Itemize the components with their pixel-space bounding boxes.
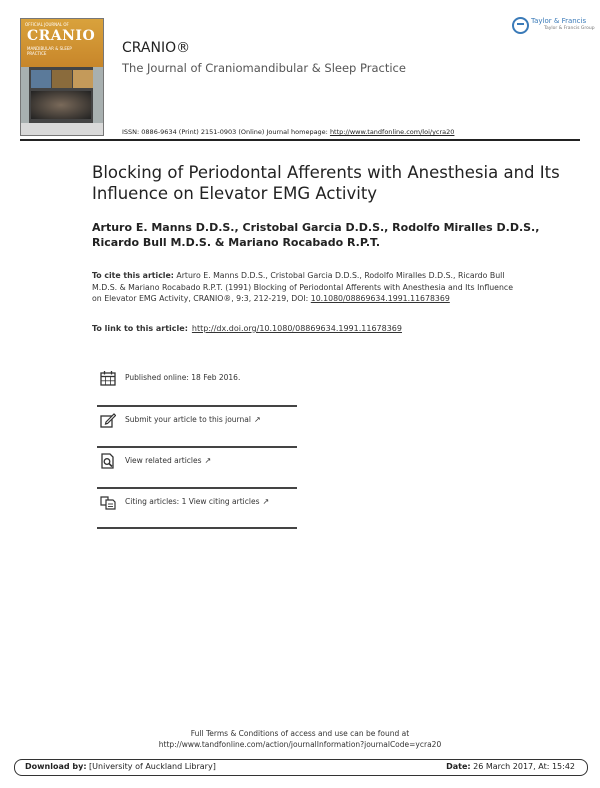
journal-name: CRANIO®	[122, 40, 191, 56]
published-online-text: Published online: 18 Feb 2016.	[125, 373, 241, 382]
info-divider	[97, 487, 297, 489]
downloaded-by-value: [University of Auckland Library]	[86, 762, 216, 771]
journal-homepage-link[interactable]: http://www.tandfonline.com/loi/ycra20	[329, 128, 455, 136]
publisher-logo-icon	[512, 17, 529, 34]
citing-articles-label: Citing articles: 1 View citing articles	[125, 497, 260, 506]
publisher-name: Taylor & Francis	[531, 17, 587, 25]
article-link-label: To link to this article:	[92, 324, 188, 333]
citation-block	[92, 270, 522, 305]
search-document-icon	[100, 453, 116, 469]
journal-subtitle: The Journal of Craniomandibular & Sleep Practice	[122, 61, 406, 75]
download-date-label: Date:	[446, 762, 471, 771]
downloaded-by-label: Download by:	[25, 762, 87, 771]
download-date-value: 26 March 2017, At: 15:42	[470, 762, 575, 771]
citing-articles-link[interactable]	[125, 497, 269, 506]
publisher-tagline: Taylor & Francis Group	[544, 26, 595, 31]
related-articles-link[interactable]	[125, 456, 211, 465]
citation-text: Arturo E. Manns D.D.S., Cristobal Garcia D.D.S., Rodolfo Miralles D.D.S., Ricardo Bull M.D.S. & Mariano Rocabado R.P.T. (1991) Blocking of Periodontal Afferents with Anesthesia and Its Influence on Elevator EMG Activity, CRANIO®, 9:3, 212-219, DOI:	[92, 271, 513, 303]
terms-notice	[0, 728, 600, 750]
cover-subtitle	[27, 46, 72, 56]
issn-text: ISSN: 0886-9634 (Print) 2151-0903 (Online) Journal homepage:	[122, 128, 330, 136]
publisher-logo[interactable]	[512, 16, 595, 38]
citation-doi-link[interactable]: 10.1080/08869634.1991.11678369	[310, 294, 450, 303]
cover-top-text: OFFICIAL JOURNAL OF	[25, 22, 69, 27]
info-divider	[97, 405, 297, 407]
cover-subtitle-line2: PRACTICE	[27, 51, 47, 56]
terms-url[interactable]: http://www.tandfonline.com/action/journalInformation?journalCode=ycra20	[158, 740, 442, 749]
terms-line1: Full Terms & Conditions of access and use can be found at	[190, 729, 410, 738]
downloaded-by	[25, 762, 216, 771]
article-authors: Arturo E. Manns D.D.S., Cristobal Garcia D.D.S., Rodolfo Miralles D.D.S., Ricardo Bull M.D.S. & Mariano Rocabado R.P.T.	[92, 221, 540, 249]
cover-photo-tile	[31, 70, 51, 88]
issn-line	[122, 128, 454, 136]
info-divider	[97, 527, 297, 529]
external-link-icon: ↗	[204, 456, 212, 465]
cover-photo-tile	[73, 70, 93, 88]
info-divider	[97, 446, 297, 448]
related-articles-label: View related articles	[125, 456, 202, 465]
article-link-line	[92, 324, 402, 333]
download-info-bar	[14, 759, 588, 776]
calendar-icon	[100, 370, 116, 386]
external-link-icon: ↗	[262, 497, 270, 506]
journal-cover-image	[20, 18, 104, 136]
citing-articles-row[interactable]	[97, 490, 297, 530]
article-title: Blocking of Periodontal Afferents with Anesthesia and Its Influence on Elevator EMG Activity	[92, 163, 560, 203]
cover-photo-tile	[31, 91, 91, 119]
edit-icon	[100, 412, 116, 428]
cover-title: CRANIO	[27, 28, 96, 44]
download-date	[446, 762, 575, 771]
header-divider	[20, 139, 580, 141]
cover-photo-tile	[52, 70, 72, 88]
cover-photo-area	[29, 67, 93, 123]
cover-footer	[21, 123, 103, 135]
submit-article-row[interactable]	[97, 408, 297, 448]
citation-label: To cite this article:	[92, 271, 174, 280]
external-link-icon: ↗	[253, 415, 261, 424]
article-doi-url[interactable]: http://dx.doi.org/10.1080/08869634.1991.11678369	[191, 324, 402, 333]
submit-article-label: Submit your article to this journal	[125, 415, 251, 424]
published-online-row	[97, 366, 297, 406]
citing-documents-icon	[100, 494, 116, 510]
related-articles-row[interactable]	[97, 449, 297, 489]
submit-article-link[interactable]	[125, 415, 261, 424]
cover-subtitle-line1: MANDIBULAR & SLEEP	[27, 46, 72, 51]
